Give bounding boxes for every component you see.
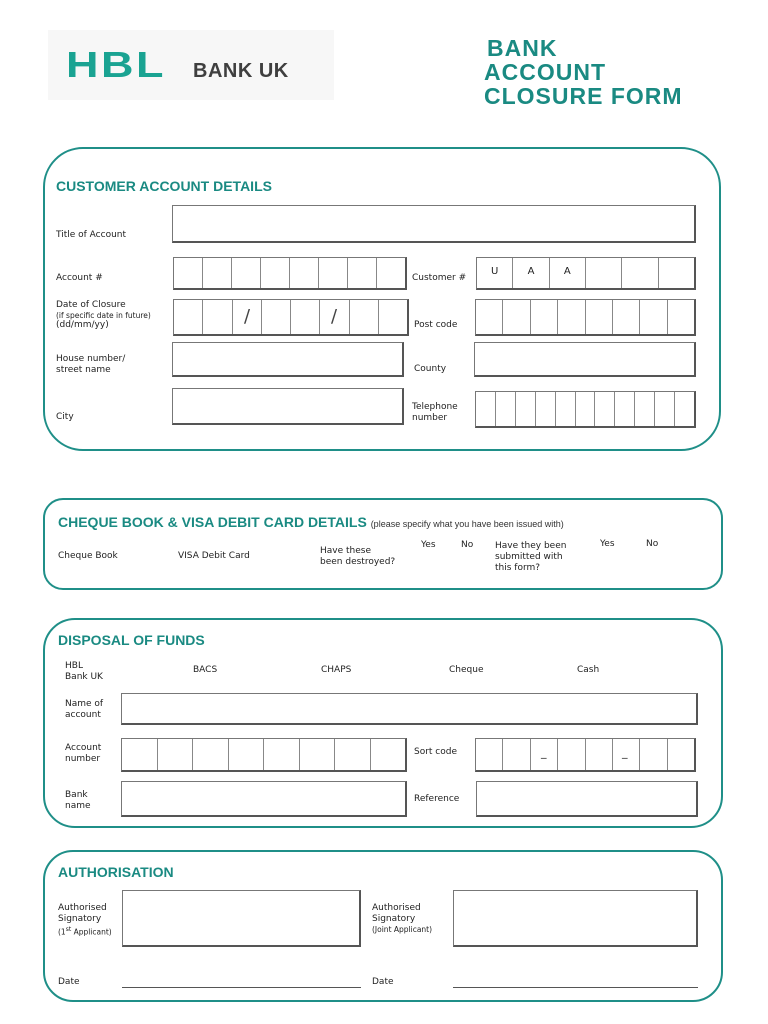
customer-prefix-cell: A bbox=[549, 258, 585, 288]
acct-label-line-2: number bbox=[65, 754, 101, 764]
disposal-funds-title: DISPOSAL OF FUNDS bbox=[58, 632, 205, 648]
phone-digit-cell[interactable] bbox=[476, 392, 495, 426]
hbl-option-line-1: HBL bbox=[65, 661, 83, 671]
post-code-cell[interactable] bbox=[476, 300, 502, 334]
joint-signatory-label bbox=[372, 903, 432, 934]
house-label-line-1: House number/ bbox=[56, 354, 126, 364]
name-of-account-input[interactable] bbox=[121, 693, 698, 725]
first-date-label: Date bbox=[58, 977, 80, 987]
customer-prefix-cell: U bbox=[491, 266, 499, 277]
sort-code-separator: _ bbox=[541, 746, 547, 759]
sort-code-label: Sort code bbox=[414, 747, 458, 757]
customer-digit-cell[interactable] bbox=[585, 258, 621, 288]
funds-account-digit-cell[interactable] bbox=[122, 739, 157, 770]
cheque-card-note: (please specify what you have been issued with) bbox=[370, 519, 564, 529]
submitted-question-line-3: this form? bbox=[495, 563, 541, 573]
post-code-cell[interactable] bbox=[667, 300, 694, 334]
sort-code-cell[interactable] bbox=[667, 739, 694, 770]
post-code-label: Post code bbox=[414, 320, 458, 330]
submitted-question-line-2: submitted with bbox=[495, 552, 563, 562]
house-number-input[interactable] bbox=[172, 342, 404, 377]
destroyed-question bbox=[320, 546, 395, 568]
house-label-line-2: street name bbox=[56, 365, 111, 375]
chaps-option[interactable]: CHAPS bbox=[321, 665, 352, 675]
city-input[interactable] bbox=[172, 388, 404, 425]
phone-digit-cell[interactable] bbox=[535, 392, 555, 426]
first-signatory-line-2: Signatory bbox=[58, 914, 102, 924]
authorisation-title: AUTHORISATION bbox=[58, 864, 174, 880]
date-of-closure-note: (if specific date in future) bbox=[56, 311, 151, 320]
date-digit-cell[interactable] bbox=[290, 300, 319, 334]
account-digit-cell[interactable] bbox=[289, 258, 318, 288]
funds-account-digit-cell[interactable] bbox=[299, 739, 335, 770]
date-digit-cell[interactable] bbox=[349, 300, 378, 334]
cheque-card-panel bbox=[43, 498, 723, 590]
bank-name-input[interactable] bbox=[121, 781, 407, 817]
date-of-closure-text: Date of Closure bbox=[56, 300, 126, 310]
date-format-hint: (dd/mm/yy) bbox=[56, 320, 109, 330]
account-digit-cell[interactable] bbox=[231, 258, 260, 288]
phone-digit-cell[interactable] bbox=[634, 392, 654, 426]
county-input[interactable] bbox=[474, 342, 696, 377]
funds-account-digit-cell[interactable] bbox=[334, 739, 370, 770]
bacs-option[interactable]: BACS bbox=[193, 665, 218, 675]
cheque-card-title-text: CHEQUE BOOK & VISA DEBIT CARD DETAILS bbox=[58, 514, 367, 530]
first-signatory-label bbox=[58, 903, 112, 937]
phone-digit-cell[interactable] bbox=[575, 392, 595, 426]
submitted-question-line-1: Have they been bbox=[495, 541, 567, 551]
sort-code-separator: _ bbox=[622, 746, 628, 759]
joint-date-label: Date bbox=[372, 977, 394, 987]
customer-details-title: CUSTOMER ACCOUNT DETAILS bbox=[56, 178, 272, 194]
account-digit-cell[interactable] bbox=[260, 258, 289, 288]
cheque-book-option[interactable]: Cheque Book bbox=[58, 551, 118, 561]
post-code-cell[interactable] bbox=[639, 300, 666, 334]
date-separator: / bbox=[244, 306, 251, 327]
phone-digit-cell[interactable] bbox=[614, 392, 634, 426]
bank-name-label bbox=[65, 790, 91, 812]
name-of-account-label bbox=[65, 699, 103, 721]
post-code-cell[interactable] bbox=[502, 300, 529, 334]
funds-account-number-label bbox=[65, 743, 101, 765]
telephone-input[interactable] bbox=[475, 391, 696, 428]
hbl-logo: HBL bbox=[66, 44, 166, 85]
bank-label-line-2: name bbox=[65, 801, 91, 811]
hbl-bank-option[interactable] bbox=[65, 661, 103, 683]
account-number-label: Account # bbox=[56, 273, 103, 283]
funds-account-digit-cell[interactable] bbox=[228, 739, 264, 770]
form-title-line-2: ACCOUNT bbox=[484, 59, 606, 85]
sort-code-input[interactable] bbox=[475, 738, 696, 772]
cash-option[interactable]: Cash bbox=[577, 665, 600, 675]
joint-signatory-line-2: Signatory bbox=[372, 914, 416, 924]
cheque-option[interactable]: Cheque bbox=[449, 665, 484, 675]
bank-label-line-1: Bank bbox=[65, 790, 88, 800]
telephone-label bbox=[412, 402, 458, 424]
submitted-yes-option[interactable]: Yes bbox=[600, 539, 615, 549]
sort-code-cell[interactable] bbox=[557, 739, 584, 770]
date-of-closure-label bbox=[56, 300, 151, 331]
customer-digit-cell[interactable] bbox=[621, 258, 657, 288]
telephone-label-line-2: number bbox=[412, 413, 448, 423]
house-number-label bbox=[56, 354, 125, 376]
submitted-no-option[interactable]: No bbox=[646, 539, 659, 549]
sort-code-cell[interactable] bbox=[585, 739, 612, 770]
joint-signatory-line-1: Authorised bbox=[372, 903, 421, 913]
destroyed-question-line-1: Have these bbox=[320, 546, 372, 556]
sort-code-cell[interactable] bbox=[639, 739, 666, 770]
destroyed-no-option[interactable]: No bbox=[461, 540, 474, 550]
date-digit-cell[interactable] bbox=[202, 300, 231, 334]
customer-number-label: Customer # bbox=[412, 273, 467, 283]
date-digit-cell[interactable] bbox=[261, 300, 290, 334]
phone-digit-cell[interactable] bbox=[555, 392, 575, 426]
funds-account-digit-cell[interactable] bbox=[263, 739, 299, 770]
form-title bbox=[484, 36, 683, 108]
first-applicant-pre: (1 bbox=[58, 927, 66, 937]
first-signatory-line-1: Authorised bbox=[58, 903, 107, 913]
joint-signature-box[interactable] bbox=[453, 890, 698, 947]
account-digit-cell[interactable] bbox=[174, 258, 202, 288]
closure-date-input[interactable] bbox=[173, 299, 409, 336]
post-code-cell[interactable] bbox=[585, 300, 612, 334]
first-date-line[interactable] bbox=[122, 987, 361, 988]
submitted-question bbox=[495, 541, 566, 574]
reference-input[interactable] bbox=[476, 781, 698, 817]
hbl-option-line-2: Bank UK bbox=[65, 672, 103, 682]
post-code-cell[interactable] bbox=[612, 300, 639, 334]
first-applicant-sup: st bbox=[65, 926, 72, 933]
cheque-card-title bbox=[58, 514, 564, 530]
account-digit-cell[interactable] bbox=[202, 258, 231, 288]
date-digit-cell[interactable] bbox=[174, 300, 202, 334]
bank-uk-logo-text: BANK UK bbox=[193, 60, 289, 82]
county-label: County bbox=[414, 364, 447, 374]
name-label-line-2: account bbox=[65, 710, 101, 720]
customer-prefix-cell: A bbox=[512, 258, 548, 288]
account-number-input[interactable] bbox=[173, 257, 407, 290]
phone-digit-cell[interactable] bbox=[594, 392, 614, 426]
customer-digit-cell[interactable] bbox=[658, 258, 694, 288]
funds-account-digit-cell[interactable] bbox=[157, 739, 193, 770]
title-of-account-input[interactable] bbox=[172, 205, 696, 243]
telephone-label-line-1: Telephone bbox=[412, 402, 458, 412]
acct-label-line-1: Account bbox=[65, 743, 102, 753]
visa-debit-option[interactable]: VISA Debit Card bbox=[178, 551, 250, 561]
customer-number-input[interactable] bbox=[476, 257, 696, 290]
account-digit-cell[interactable] bbox=[318, 258, 347, 288]
reference-label: Reference bbox=[414, 794, 460, 804]
post-code-cell[interactable] bbox=[557, 300, 584, 334]
funds-account-digit-cell[interactable] bbox=[370, 739, 406, 770]
name-label-line-1: Name of bbox=[65, 699, 104, 709]
account-digit-cell[interactable] bbox=[347, 258, 376, 288]
first-applicant-post: Applicant) bbox=[71, 927, 112, 937]
post-code-input[interactable] bbox=[475, 299, 696, 336]
funds-account-number-input[interactable] bbox=[121, 738, 407, 772]
form-title-line-3: CLOSURE FORM bbox=[484, 83, 683, 109]
phone-digit-cell[interactable] bbox=[674, 392, 694, 426]
sort-code-cell[interactable] bbox=[476, 739, 502, 770]
first-applicant-note bbox=[58, 925, 112, 937]
account-digit-cell[interactable] bbox=[376, 258, 405, 288]
city-label: City bbox=[56, 412, 74, 422]
title-of-account-label: Title of Account bbox=[56, 230, 127, 240]
date-separator: / bbox=[331, 306, 338, 327]
destroyed-question-line-2: been destroyed? bbox=[320, 557, 396, 567]
date-digit-cell[interactable] bbox=[378, 300, 407, 334]
phone-digit-cell[interactable] bbox=[515, 392, 535, 426]
post-code-cell[interactable] bbox=[530, 300, 557, 334]
funds-account-digit-cell[interactable] bbox=[192, 739, 228, 770]
form-title-line-1: BANK bbox=[487, 35, 558, 61]
first-signature-box[interactable] bbox=[122, 890, 361, 947]
sort-code-cell[interactable] bbox=[502, 739, 529, 770]
joint-date-line[interactable] bbox=[453, 987, 698, 988]
joint-applicant-note: (Joint Applicant) bbox=[372, 925, 433, 934]
destroyed-yes-option[interactable]: Yes bbox=[421, 540, 436, 550]
phone-digit-cell[interactable] bbox=[495, 392, 515, 426]
phone-digit-cell[interactable] bbox=[654, 392, 674, 426]
